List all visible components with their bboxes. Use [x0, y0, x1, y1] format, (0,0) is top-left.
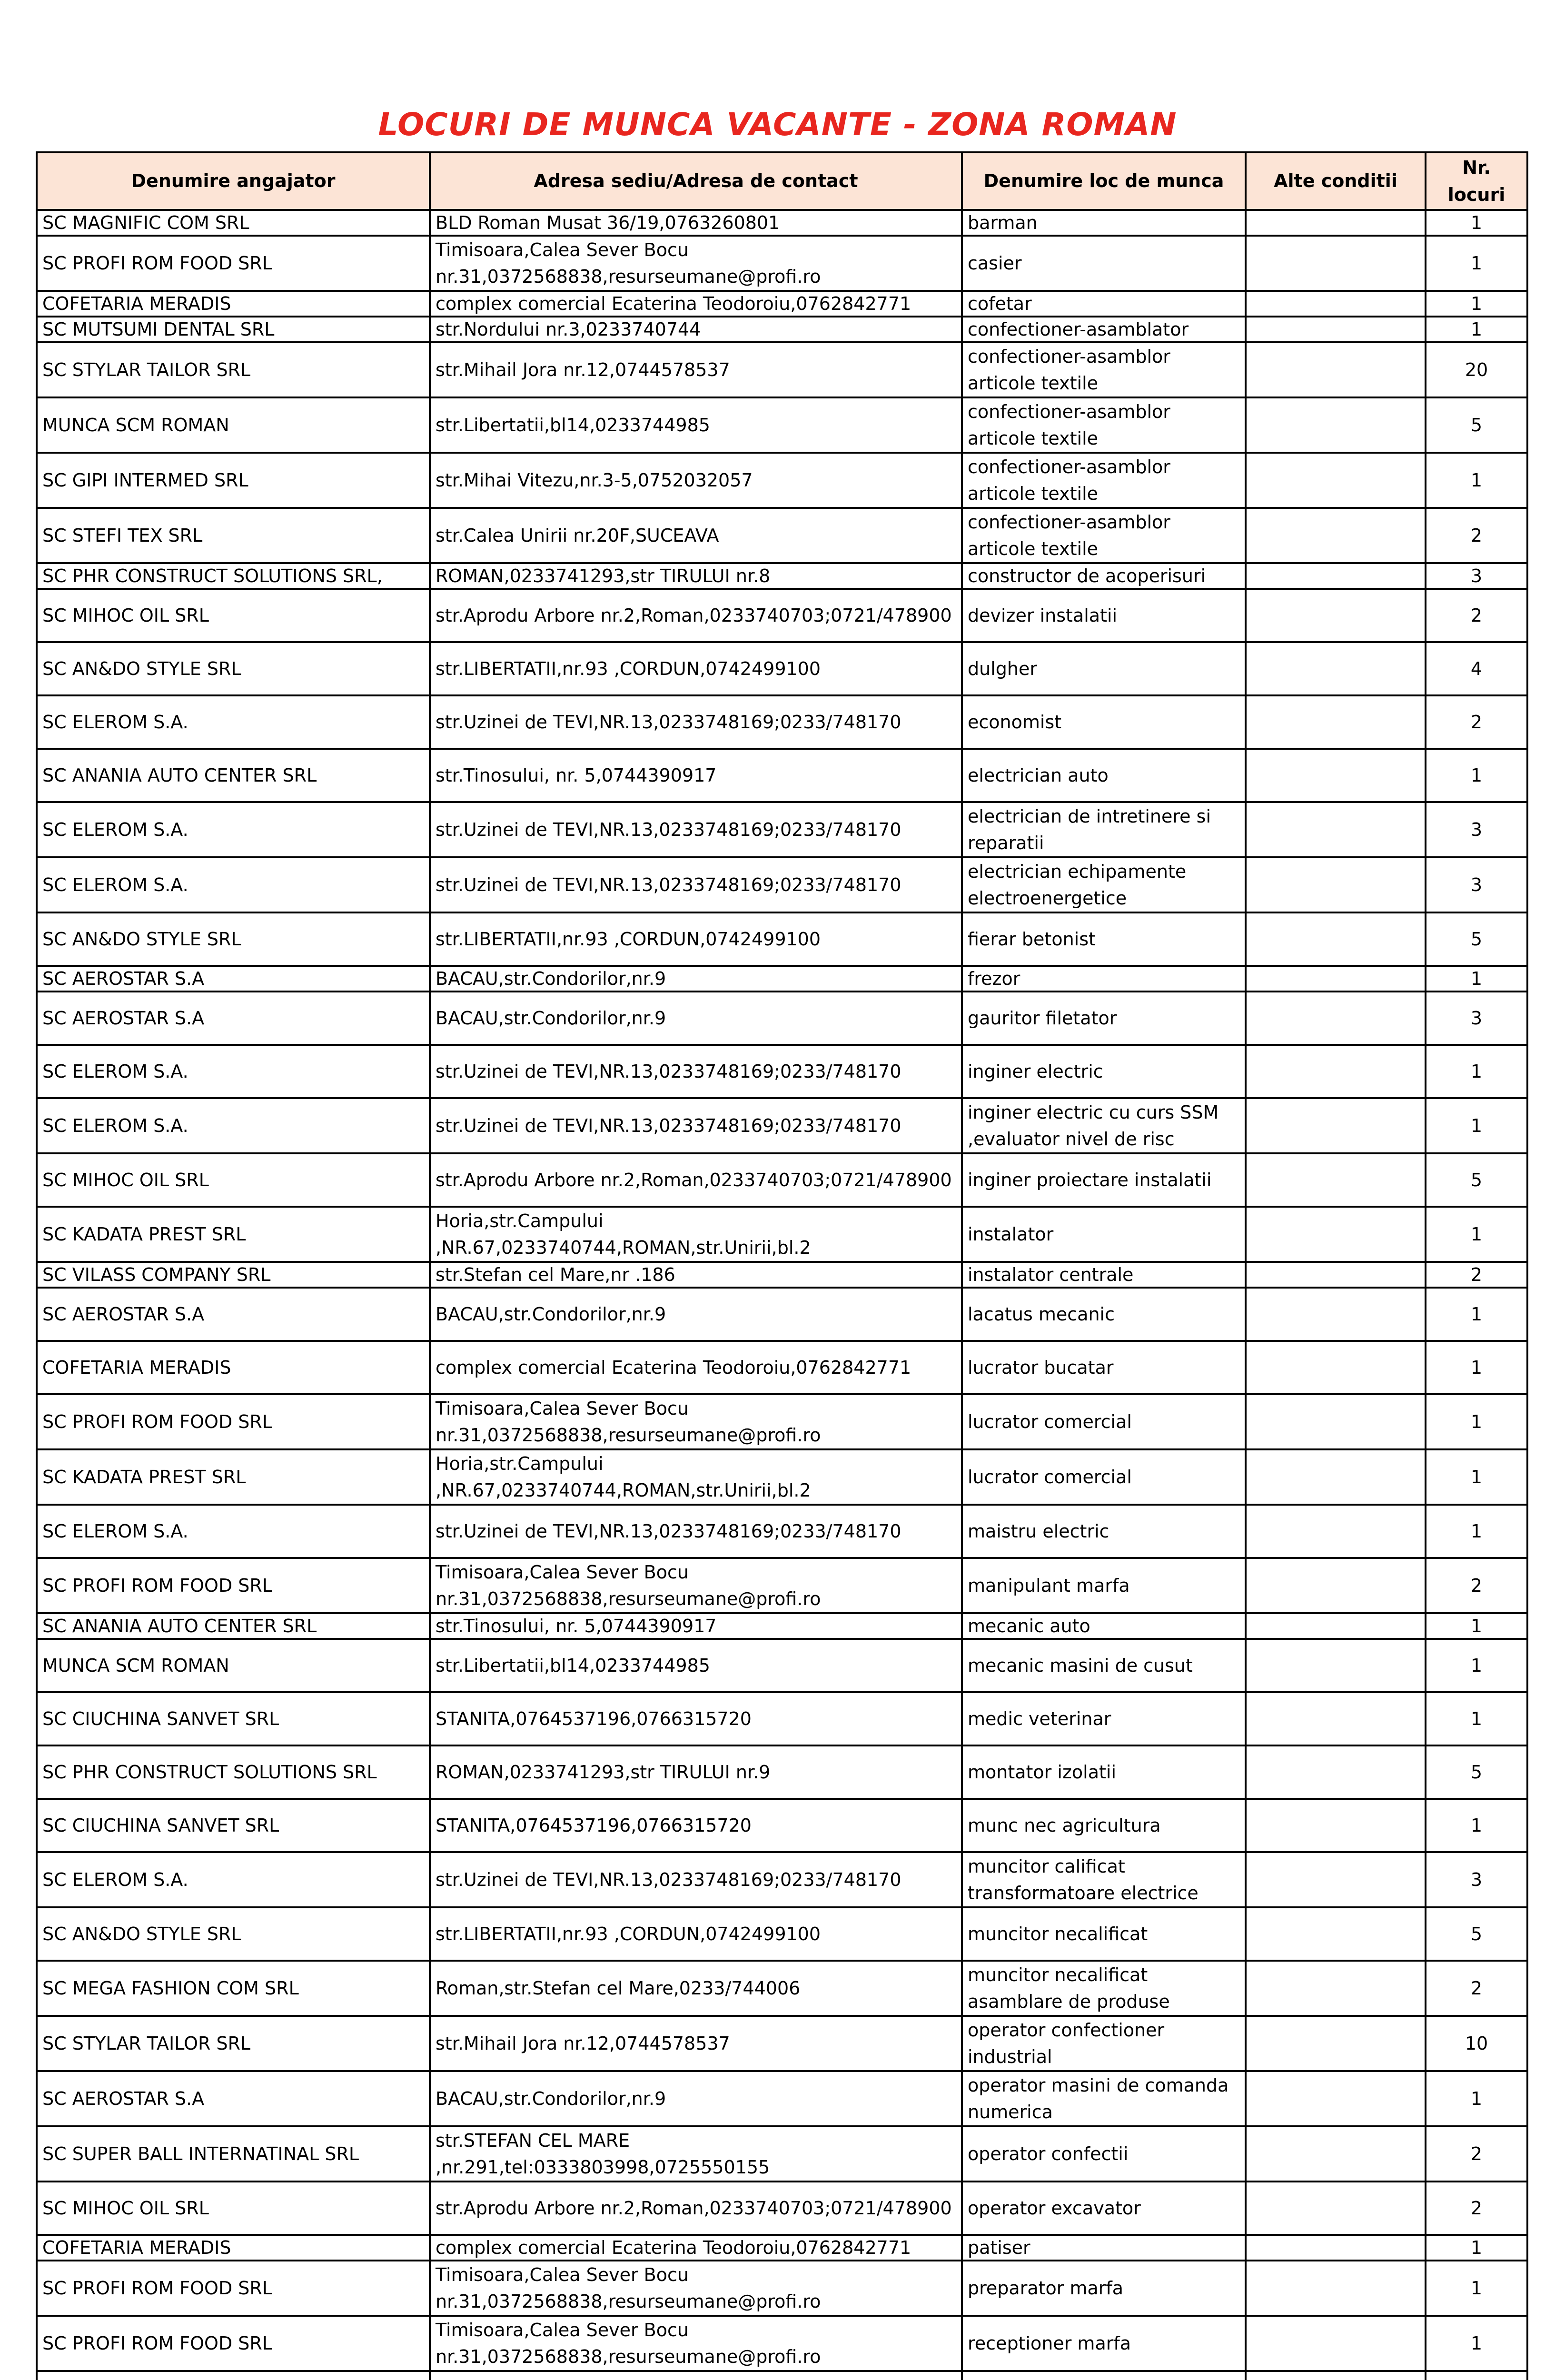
cell-employer: SC PROFI ROM FOOD SRL: [37, 236, 430, 291]
cell-count: 1: [1426, 1394, 1527, 1449]
table-row: [37, 1558, 1527, 1613]
cell-address: STANITA,0764537196,0766315720: [430, 1799, 962, 1852]
cell-job: muncitor necalificat asamblare de produse: [962, 1961, 1246, 2016]
cell-employer: COFETARIA MERADIS: [37, 1341, 430, 1394]
cell-address: str.Mihai Vitezu,nr.3-5,0752032057: [430, 453, 962, 508]
cell-address: str.Uzinei de TEVI,NR.13,0233748169;0233/748170: [430, 1098, 962, 1153]
cell-job: dulgher: [962, 642, 1246, 695]
cell-count: 2: [1426, 1558, 1527, 1613]
cell-job: mecanic masini de cusut: [962, 1639, 1246, 1692]
header-count: Nr. locuri: [1426, 152, 1527, 210]
cell-address: str.Uzinei de TEVI,NR.13,0233748169;0233/748170: [430, 1852, 962, 1907]
cell-employer: SC PROFI ROM FOOD SRL: [37, 1558, 430, 1613]
cell-count: 1: [1426, 1613, 1527, 1639]
table-body: [37, 210, 1527, 2380]
table-row: [37, 1098, 1527, 1153]
cell-job: operator masini de comanda numerica: [962, 2071, 1246, 2126]
cell-employer: SC ELEROM S.A.: [37, 695, 430, 749]
cell-address: BACAU,str.Condorilor,nr.9: [430, 1288, 962, 1341]
cell-employer: SC CIUCHINA SANVET SRL: [37, 1799, 430, 1852]
cell-count: 1: [1426, 749, 1527, 802]
cell-address: str.Libertatii,bl14,0233744985: [430, 1639, 962, 1692]
cell-conditions: [1246, 1288, 1426, 1341]
cell-address: Horia,str.Campului ,NR.67,0233740744,ROMAN,str.Unirii,bl.2: [430, 1449, 962, 1505]
table-row: [37, 912, 1527, 966]
cell-count: 1: [1426, 291, 1527, 317]
table-row: [37, 1961, 1527, 2016]
cell-conditions: [1246, 1639, 1426, 1692]
cell-address: complex comercial Ecaterina Teodoroiu,0762842771: [430, 2235, 962, 2261]
table-row: [37, 642, 1527, 695]
cell-count: 1: [1426, 2316, 1527, 2371]
cell-conditions: [1246, 563, 1426, 589]
cell-job: confectioner-asamblator: [962, 317, 1246, 342]
cell-count: 1: [1426, 1207, 1527, 1262]
cell-count: 1: [1426, 1799, 1527, 1852]
table-row: [37, 1907, 1527, 1961]
cell-count: 1: [1426, 1098, 1527, 1153]
cell-address: str.Aprodu Arbore nr.2,Roman,0233740703;0721/478900: [430, 2182, 962, 2235]
header-job: Denumire loc de munca: [962, 152, 1246, 210]
cell-employer: MUNCA SCM ROMAN: [37, 1639, 430, 1692]
cell-count: 2: [1426, 589, 1527, 642]
table-row: [37, 1045, 1527, 1098]
cell-conditions: [1246, 508, 1426, 563]
cell-conditions: [1246, 2371, 1426, 2380]
cell-employer: SC ELEROM S.A.: [37, 1045, 430, 1098]
cell-job: munc nec agricultura: [962, 1799, 1246, 1852]
table-row: [37, 563, 1527, 589]
cell-count: 2: [1426, 1262, 1527, 1288]
cell-conditions: [1246, 1613, 1426, 1639]
cell-count: 2: [1426, 508, 1527, 563]
cell-count: 1: [1426, 453, 1527, 508]
cell-address: str.Aprodu Arbore nr.2,Roman,0233740703;0721/478900: [430, 1153, 962, 1207]
cell-count: 1: [1426, 2235, 1527, 2261]
cell-employer: SC AEROSTAR S.A: [37, 1288, 430, 1341]
cell-job: lucrator comercial: [962, 1449, 1246, 1505]
cell-address: ROMAN,0233741293,str TIRULUI nr.9: [430, 1745, 962, 1799]
cell-employer: SC ELEROM S.A.: [37, 857, 430, 912]
cell-address: STANITA,0764537196,0766315720: [430, 1692, 962, 1745]
cell-conditions: [1246, 1907, 1426, 1961]
cell-job: mecanic auto: [962, 1613, 1246, 1639]
cell-job: inginer electric cu curs SSM ,evaluator nivel de risc: [962, 1098, 1246, 1153]
cell-job: preparator marfa: [962, 2261, 1246, 2316]
cell-conditions: [1246, 2235, 1426, 2261]
cell-employer: SC ELEROM S.A.: [37, 1505, 430, 1558]
header-address: Adresa sediu/Adresa de contact: [430, 152, 962, 210]
cell-address: [430, 2371, 962, 2380]
table-row: [37, 2371, 1527, 2380]
cell-job: operator excavator: [962, 2182, 1246, 2235]
cell-employer: SC PHR CONSTRUCT SOLUTIONS SRL,: [37, 563, 430, 589]
cell-count: 1: [1426, 1449, 1527, 1505]
cell-count: 3: [1426, 992, 1527, 1045]
cell-conditions: [1246, 2261, 1426, 2316]
cell-address: str.Uzinei de TEVI,NR.13,0233748169;0233/748170: [430, 695, 962, 749]
table-row: [37, 1692, 1527, 1745]
cell-job: lucrator bucatar: [962, 1341, 1246, 1394]
table-row: [37, 966, 1527, 992]
cell-job: [962, 2371, 1246, 2380]
table-row: [37, 1153, 1527, 1207]
table-row: [37, 236, 1527, 291]
table-row: [37, 397, 1527, 453]
cell-job: cofetar: [962, 291, 1246, 317]
cell-job: inginer proiectare instalatii: [962, 1153, 1246, 1207]
cell-employer: SC MEGA FASHION COM SRL: [37, 1961, 430, 2016]
cell-address: str.Mihail Jora nr.12,0744578537: [430, 342, 962, 397]
table-header-row: [37, 152, 1527, 210]
cell-count: 20: [1426, 342, 1527, 397]
cell-count: 5: [1426, 1745, 1527, 1799]
cell-employer: SC MIHOC OIL SRL: [37, 1153, 430, 1207]
cell-address: str.Uzinei de TEVI,NR.13,0233748169;0233/748170: [430, 802, 962, 857]
cell-address: str.Nordului nr.3,0233740744: [430, 317, 962, 342]
cell-count: 1: [1426, 1045, 1527, 1098]
cell-count: 1: [1426, 966, 1527, 992]
cell-address: str.Uzinei de TEVI,NR.13,0233748169;0233/748170: [430, 857, 962, 912]
cell-conditions: [1246, 695, 1426, 749]
cell-employer: SC KADATA PREST SRL: [37, 1449, 430, 1505]
cell-job: confectioner-asamblor articole textile: [962, 453, 1246, 508]
cell-employer: SC MIHOC OIL SRL: [37, 2182, 430, 2235]
cell-employer: SC AEROSTAR S.A: [37, 2071, 430, 2126]
table-row: [37, 1207, 1527, 1262]
cell-address: Horia,str.Campului ,NR.67,0233740744,ROMAN,str.Unirii,bl.2: [430, 1207, 962, 1262]
cell-address: str.Aprodu Arbore nr.2,Roman,0233740703;0721/478900: [430, 589, 962, 642]
cell-employer: SC PROFI ROM FOOD SRL: [37, 2316, 430, 2371]
table-row: [37, 857, 1527, 912]
cell-conditions: [1246, 1153, 1426, 1207]
table-row: [37, 1852, 1527, 1907]
table-row: [37, 802, 1527, 857]
cell-address: complex comercial Ecaterina Teodoroiu,0762842771: [430, 291, 962, 317]
cell-employer: SC GIPI INTERMED SRL: [37, 453, 430, 508]
cell-conditions: [1246, 2071, 1426, 2126]
cell-conditions: [1246, 2126, 1426, 2182]
cell-conditions: [1246, 2316, 1426, 2371]
table-row: [37, 1639, 1527, 1692]
table-row: [37, 1505, 1527, 1558]
table-row: [37, 695, 1527, 749]
cell-job: confectioner-asamblor articole textile: [962, 508, 1246, 563]
cell-count: 1: [1426, 1341, 1527, 1394]
cell-conditions: [1246, 802, 1426, 857]
cell-job: muncitor calificat transformatoare electrice: [962, 1852, 1246, 1907]
cell-conditions: [1246, 210, 1426, 236]
cell-conditions: [1246, 1961, 1426, 2016]
cell-conditions: [1246, 2016, 1426, 2071]
cell-employer: MUNCA SCM ROMAN: [37, 397, 430, 453]
cell-conditions: [1246, 1449, 1426, 1505]
cell-count: 4: [1426, 642, 1527, 695]
cell-conditions: [1246, 1799, 1426, 1852]
cell-job: montator izolatii: [962, 1745, 1246, 1799]
cell-employer: SC ANANIA AUTO CENTER SRL: [37, 1613, 430, 1639]
cell-count: 3: [1426, 857, 1527, 912]
table-row: [37, 1288, 1527, 1341]
cell-conditions: [1246, 236, 1426, 291]
cell-employer: [37, 2371, 430, 2380]
cell-address: Roman,str.Stefan cel Mare,0233/744006: [430, 1961, 962, 2016]
cell-address: Timisoara,Calea Sever Bocu nr.31,0372568838,resurseumane@profi.ro: [430, 236, 962, 291]
cell-address: BLD Roman Musat 36/19,0763260801: [430, 210, 962, 236]
table-row: [37, 2071, 1527, 2126]
table-row: [37, 2016, 1527, 2071]
cell-count: 5: [1426, 1907, 1527, 1961]
cell-address: str.LIBERTATII,nr.93 ,CORDUN,0742499100: [430, 642, 962, 695]
cell-job: medic veterinar: [962, 1692, 1246, 1745]
cell-employer: SC ANANIA AUTO CENTER SRL: [37, 749, 430, 802]
table-row: [37, 317, 1527, 342]
cell-employer: SC SUPER BALL INTERNATINAL SRL: [37, 2126, 430, 2182]
cell-count: 5: [1426, 912, 1527, 966]
cell-employer: SC AN&DO STYLE SRL: [37, 1907, 430, 1961]
cell-job: receptioner marfa: [962, 2316, 1246, 2371]
cell-job: confectioner-asamblor articole textile: [962, 397, 1246, 453]
table-row: [37, 291, 1527, 317]
cell-job: operator confectioner industrial: [962, 2016, 1246, 2071]
cell-count: 1: [1426, 1639, 1527, 1692]
table-row: [37, 1745, 1527, 1799]
cell-address: Timisoara,Calea Sever Bocu nr.31,0372568838,resurseumane@profi.ro: [430, 2316, 962, 2371]
table-row: [37, 1449, 1527, 1505]
table-row: [37, 1394, 1527, 1449]
cell-count: 3: [1426, 1852, 1527, 1907]
cell-conditions: [1246, 317, 1426, 342]
table-row: [37, 342, 1527, 397]
cell-address: str.Tinosului, nr. 5,0744390917: [430, 749, 962, 802]
cell-employer: SC KADATA PREST SRL: [37, 1207, 430, 1262]
cell-conditions: [1246, 857, 1426, 912]
cell-employer: SC STYLAR TAILOR SRL: [37, 2016, 430, 2071]
table-row: [37, 2182, 1527, 2235]
cell-address: str.LIBERTATII,nr.93 ,CORDUN,0742499100: [430, 1907, 962, 1961]
cell-conditions: [1246, 1505, 1426, 1558]
table-row: [37, 2261, 1527, 2316]
cell-conditions: [1246, 1341, 1426, 1394]
cell-address: Timisoara,Calea Sever Bocu nr.31,0372568838,resurseumane@profi.ro: [430, 1394, 962, 1449]
cell-conditions: [1246, 1045, 1426, 1098]
cell-employer: SC PROFI ROM FOOD SRL: [37, 2261, 430, 2316]
cell-address: Timisoara,Calea Sever Bocu nr.31,0372568838,resurseumane@profi.ro: [430, 2261, 962, 2316]
table-row: [37, 589, 1527, 642]
cell-count: 1: [1426, 317, 1527, 342]
table-row: [37, 1262, 1527, 1288]
cell-count: 1: [1426, 1505, 1527, 1558]
cell-address: str.Uzinei de TEVI,NR.13,0233748169;0233/748170: [430, 1505, 962, 1558]
cell-employer: SC AEROSTAR S.A: [37, 966, 430, 992]
cell-employer: SC VILASS COMPANY SRL: [37, 1262, 430, 1288]
cell-address: str.Stefan cel Mare,nr .186: [430, 1262, 962, 1288]
cell-conditions: [1246, 453, 1426, 508]
cell-count: 2: [1426, 1961, 1527, 2016]
table-row: [37, 2126, 1527, 2182]
cell-job: operator confectii: [962, 2126, 1246, 2182]
cell-count: 1: [1426, 1692, 1527, 1745]
cell-conditions: [1246, 1692, 1426, 1745]
cell-conditions: [1246, 589, 1426, 642]
cell-conditions: [1246, 1207, 1426, 1262]
cell-job: confectioner-asamblor articole textile: [962, 342, 1246, 397]
header-employer: Denumire angajator: [37, 152, 430, 210]
cell-address: complex comercial Ecaterina Teodoroiu,0762842771: [430, 1341, 962, 1394]
cell-address: str.Tinosului, nr. 5,0744390917: [430, 1613, 962, 1639]
cell-job: electrician auto: [962, 749, 1246, 802]
cell-conditions: [1246, 1852, 1426, 1907]
cell-employer: SC PROFI ROM FOOD SRL: [37, 1394, 430, 1449]
cell-job: gauritor filetator: [962, 992, 1246, 1045]
table-row: [37, 2235, 1527, 2261]
cell-job: devizer instalatii: [962, 589, 1246, 642]
cell-count: 1: [1426, 2071, 1527, 2126]
cell-employer: SC AEROSTAR S.A: [37, 992, 430, 1045]
cell-count: 1: [1426, 210, 1527, 236]
cell-job: lucrator comercial: [962, 1394, 1246, 1449]
cell-address: str.Calea Unirii nr.20F,SUCEAVA: [430, 508, 962, 563]
cell-count: 10: [1426, 2016, 1527, 2071]
cell-employer: SC MUTSUMI DENTAL SRL: [37, 317, 430, 342]
cell-count: 5: [1426, 397, 1527, 453]
cell-job: patiser: [962, 2235, 1246, 2261]
cell-employer: SC AN&DO STYLE SRL: [37, 912, 430, 966]
cell-count: 5: [1426, 1153, 1527, 1207]
cell-conditions: [1246, 342, 1426, 397]
cell-count: 2: [1426, 2182, 1527, 2235]
cell-job: lacatus mecanic: [962, 1288, 1246, 1341]
cell-count: 1: [1426, 236, 1527, 291]
cell-job: inginer electric: [962, 1045, 1246, 1098]
cell-job: muncitor necalificat: [962, 1907, 1246, 1961]
cell-conditions: [1246, 2182, 1426, 2235]
header-conditions: Alte conditii: [1246, 152, 1426, 210]
table-row: [37, 508, 1527, 563]
cell-count: 1: [1426, 1288, 1527, 1341]
page-title: LOCURI DE MUNCA VACANTE - ZONA ROMAN: [378, 106, 1177, 143]
cell-job: instalator: [962, 1207, 1246, 1262]
cell-job: frezor: [962, 966, 1246, 992]
table-row: [37, 453, 1527, 508]
cell-job: instalator centrale: [962, 1262, 1246, 1288]
cell-employer: SC MAGNIFIC COM SRL: [37, 210, 430, 236]
cell-count: 2: [1426, 695, 1527, 749]
cell-count: [1426, 2371, 1527, 2380]
cell-address: str.Libertatii,bl14,0233744985: [430, 397, 962, 453]
cell-job: electrician de intretinere si reparatii: [962, 802, 1246, 857]
cell-employer: SC ELEROM S.A.: [37, 1098, 430, 1153]
cell-count: 3: [1426, 802, 1527, 857]
cell-employer: COFETARIA MERADIS: [37, 2235, 430, 2261]
cell-employer: SC CIUCHINA SANVET SRL: [37, 1692, 430, 1745]
table-row: [37, 992, 1527, 1045]
cell-address: str.Uzinei de TEVI,NR.13,0233748169;0233/748170: [430, 1045, 962, 1098]
cell-address: BACAU,str.Condorilor,nr.9: [430, 2071, 962, 2126]
cell-address: ROMAN,0233741293,str TIRULUI nr.8: [430, 563, 962, 589]
cell-address: BACAU,str.Condorilor,nr.9: [430, 992, 962, 1045]
cell-employer: SC ELEROM S.A.: [37, 1852, 430, 1907]
cell-job: manipulant marfa: [962, 1558, 1246, 1613]
cell-address: Timisoara,Calea Sever Bocu nr.31,0372568838,resurseumane@profi.ro: [430, 1558, 962, 1613]
cell-conditions: [1246, 912, 1426, 966]
table-row: [37, 1613, 1527, 1639]
cell-conditions: [1246, 966, 1426, 992]
table-row: [37, 210, 1527, 236]
table-row: [37, 1799, 1527, 1852]
cell-conditions: [1246, 1262, 1426, 1288]
cell-employer: SC MIHOC OIL SRL: [37, 589, 430, 642]
cell-employer: SC STYLAR TAILOR SRL: [37, 342, 430, 397]
cell-address: str.Mihail Jora nr.12,0744578537: [430, 2016, 962, 2071]
cell-job: electrician echipamente electroenergetice: [962, 857, 1246, 912]
cell-count: 2: [1426, 2126, 1527, 2182]
cell-employer: SC ELEROM S.A.: [37, 802, 430, 857]
cell-employer: SC STEFI TEX SRL: [37, 508, 430, 563]
cell-count: 1: [1426, 2261, 1527, 2316]
cell-job: fierar betonist: [962, 912, 1246, 966]
cell-conditions: [1246, 1745, 1426, 1799]
cell-conditions: [1246, 1098, 1426, 1153]
cell-address: str.STEFAN CEL MARE ,nr.291,tel:0333803998,0725550155: [430, 2126, 962, 2182]
table-row: [37, 749, 1527, 802]
cell-conditions: [1246, 397, 1426, 453]
table-row: [37, 1341, 1527, 1394]
cell-conditions: [1246, 1558, 1426, 1613]
cell-conditions: [1246, 1394, 1426, 1449]
cell-conditions: [1246, 642, 1426, 695]
cell-job: economist: [962, 695, 1246, 749]
cell-count: 3: [1426, 563, 1527, 589]
table-row: [37, 2316, 1527, 2371]
cell-employer: COFETARIA MERADIS: [37, 291, 430, 317]
cell-address: BACAU,str.Condorilor,nr.9: [430, 966, 962, 992]
cell-job: maistru electric: [962, 1505, 1246, 1558]
cell-conditions: [1246, 992, 1426, 1045]
cell-job: barman: [962, 210, 1246, 236]
cell-conditions: [1246, 291, 1426, 317]
cell-conditions: [1246, 749, 1426, 802]
vacancies-table: [36, 151, 1528, 2380]
cell-address: str.LIBERTATII,nr.93 ,CORDUN,0742499100: [430, 912, 962, 966]
cell-employer: SC PHR CONSTRUCT SOLUTIONS SRL: [37, 1745, 430, 1799]
cell-employer: SC AN&DO STYLE SRL: [37, 642, 430, 695]
cell-job: casier: [962, 236, 1246, 291]
cell-job: constructor de acoperisuri: [962, 563, 1246, 589]
